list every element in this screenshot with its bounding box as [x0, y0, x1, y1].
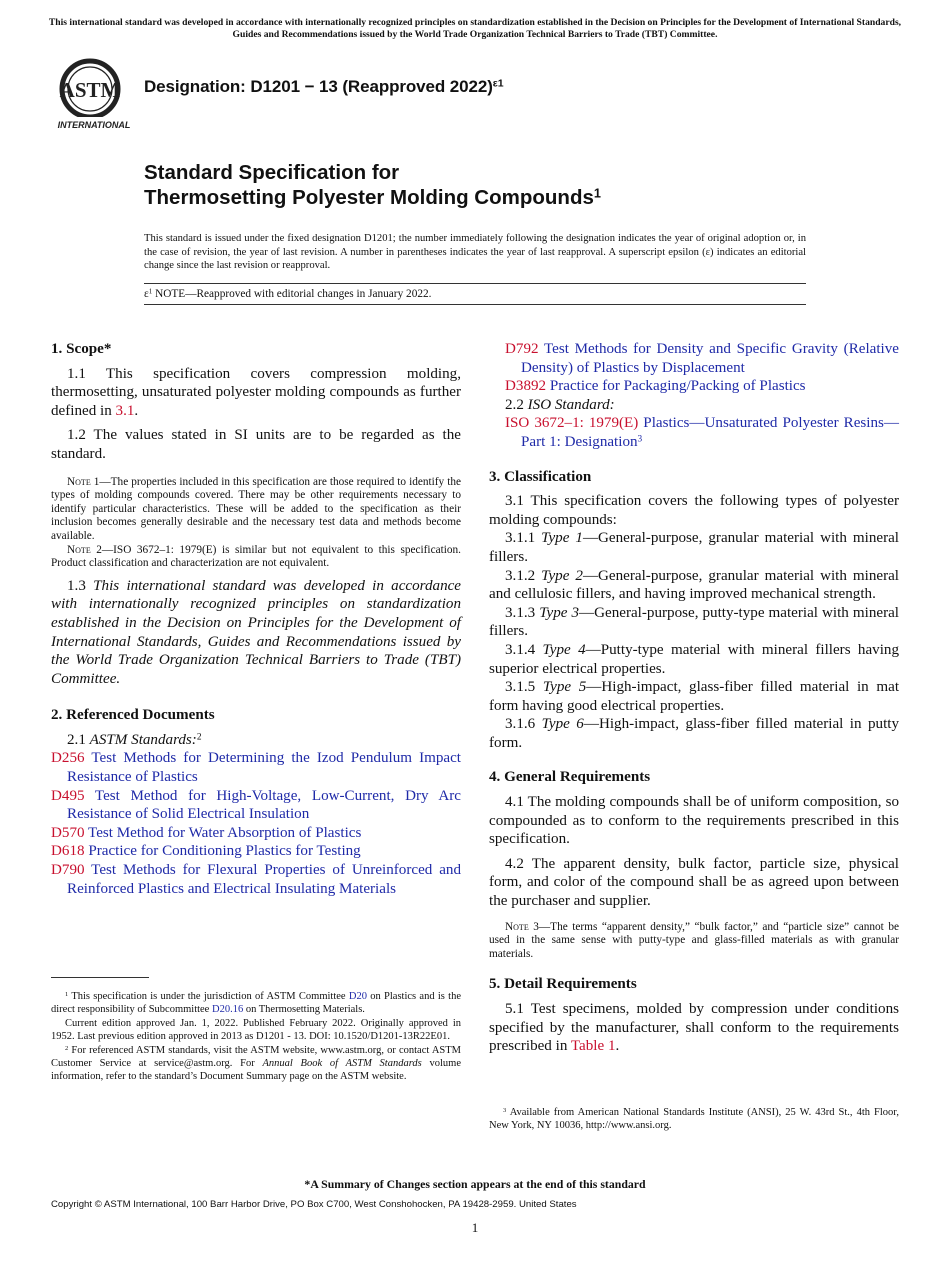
type-label: Type 3: [539, 604, 580, 621]
link-d20[interactable]: D20: [348, 991, 367, 1002]
classification-3-1: 3.1 This specification covers the following types of polyester molding compounds:: [489, 493, 899, 528]
astm-label-num: 2.1: [67, 731, 90, 748]
fn2-italic: Annual Book of ASTM Standards: [262, 1058, 422, 1070]
general-4-2: 4.2 The apparent density, bulk factor, particle size, physical form, and color of the compound shall be as agreed upon between the purchaser and supplier.: [489, 855, 899, 910]
fn-sup: 1: [65, 990, 69, 998]
ref-code[interactable]: D792: [505, 341, 539, 357]
designation-text: Designation: D1201 − 13 (Reapproved 2022): [144, 77, 493, 96]
astm-label: ASTM Standards:: [89, 731, 197, 748]
ref-item-d256[interactable]: [37, 749, 461, 786]
fn1-text: This specification is under the jurisdiction of ASTM Committee: [68, 991, 349, 1002]
type-label: Type 6: [541, 716, 584, 733]
punct: .: [615, 1038, 620, 1055]
footnotes-right: [489, 1106, 899, 1133]
ref-code[interactable]: D3892: [505, 378, 547, 395]
ref-title[interactable]: Practice for Conditioning Plastics for Testing: [84, 843, 361, 860]
ref-title[interactable]: Test Method for High-Voltage, Low-Current, Dry Arc Resistance of Solid Electrical Insulation: [67, 787, 461, 823]
ref-item-d790[interactable]: [37, 861, 461, 898]
type-num: 3.1.3: [505, 604, 540, 621]
type-text: —Putty-type material with mineral fillers having superior electrical properties.: [489, 641, 899, 677]
detail-5-1: [489, 1000, 899, 1056]
note-1-text: 1—The properties included in this specification are those required to identify the types of molding compounds covered. There may be other requirements necessary to identify particular characteristics. These will be added to the specification as their inclusion becomes generally desirable and the necessary test data and methods become available.: [51, 475, 461, 542]
link-d20-16[interactable]: D20.16: [211, 1004, 244, 1016]
note-1: [51, 476, 461, 544]
general-4-1: 4.1 The molding compounds shall be of uniform composition, so compounded as to conform to the requirements prescribed in this specification.: [489, 794, 899, 848]
iso-label-num: 2.2: [505, 396, 528, 413]
detail-heading: 5. Detail Requirements: [489, 976, 637, 993]
astm-sup: 2: [196, 732, 202, 743]
type-text: —General-purpose, putty-type material with mineral fillers.: [489, 604, 899, 640]
link-section-3-1[interactable]: 3.1: [115, 402, 135, 419]
referenced-heading: 2. Referenced Documents: [51, 707, 215, 724]
type-label: Type 5: [542, 679, 587, 696]
footnote-1: [51, 990, 461, 1017]
ref-title[interactable]: Test Methods for Density and Specific Gravity (Relative Density) of Plastics by Displacement: [521, 341, 899, 376]
punct: .: [134, 402, 139, 419]
divider: [144, 304, 806, 305]
note-2: [51, 544, 461, 571]
type-5: [489, 678, 899, 715]
right-column: [489, 340, 899, 1056]
type-label: Type 1: [541, 530, 583, 547]
logo-text: ASTM: [59, 78, 121, 102]
type-4: [489, 641, 899, 678]
issue-note: This standard is issued under the fixed designation D1201; the number immediately following the designation indicates the year of original adoption or, in the case of revision, the year of last revision. A number in parentheses indicates the year of last reapproval. A superscript epsilon (ε) indicates an editorial change since the last revision or reapproval.: [144, 233, 806, 272]
general-heading: 4. General Requirements: [489, 769, 651, 786]
type-num: 3.1.6: [505, 716, 542, 733]
fn2-text: For referenced ASTM standards, visit the ASTM website, www.astm.org, or contact ASTM Customer Service at service@astm.org. For: [51, 1044, 461, 1070]
type-num: 3.1.5: [505, 679, 543, 696]
document-title: [144, 160, 601, 210]
ref-title[interactable]: Plastics—Unsaturated Polyester Resins—Part 1: Designation: [521, 415, 900, 450]
footnote-divider: [51, 977, 149, 978]
type-3: [489, 604, 899, 641]
scope-1-2: 1.2 The values stated in SI units are to be regarded as the standard.: [51, 427, 461, 462]
header-notice: This international standard was developed in accordance with internationally recognized principles on standardization established in the Decision on Principles for the Development of International Standards, Guides and Recommendations issued by the World Trade Organization Technical Barriers to Trade (TBT) Committee.: [48, 17, 902, 40]
ref-item-d792[interactable]: [489, 340, 899, 377]
footnote-3: [489, 1106, 899, 1133]
scope-1-3-text: This international standard was developed in accordance with internationally recognized principles on standardization established in the Decision on Principles for the Development of International Standards, Guides and Recommendations issued by the World Trade Organization Technical Barriers to Trade (TBT) Committee.: [51, 577, 462, 687]
ref-item-d570[interactable]: [37, 824, 461, 843]
scope-1-1-text: 1.1 This specification covers compression molding, thermosetting, unsaturated polyester molding compounds as further defined in: [51, 365, 461, 419]
logo-subtext: INTERNATIONAL: [57, 120, 131, 130]
ref-code[interactable]: D570: [51, 824, 85, 841]
title-line-2: Thermosetting Polyester Molding Compounds: [144, 186, 594, 209]
type-text: —High-impact, glass-fiber filled material in putty form.: [489, 716, 900, 751]
ref-item-d3892[interactable]: [489, 377, 899, 396]
type-1: [489, 529, 899, 566]
left-column: [51, 340, 461, 898]
fn1-text: on Plastics and is the direct responsibility of Subcommittee: [51, 991, 461, 1016]
ref-item-d495[interactable]: [37, 787, 461, 824]
ref-code[interactable]: ISO 3672–1: 1979(E): [505, 415, 639, 432]
fn-sup: 2: [65, 1044, 69, 1052]
note-label: Note: [67, 475, 91, 488]
ref-code[interactable]: D790: [51, 862, 85, 879]
scope-1-1: [51, 365, 461, 421]
copyright: Copyright © ASTM International, 100 Barr Harbor Drive, PO Box C700, West Conshohocken, PA 19428-2959. United States: [51, 1199, 577, 1210]
type-label: Type 2: [541, 567, 583, 584]
type-num: 3.1.2: [505, 567, 542, 584]
type-num: 3.1.1: [505, 530, 542, 547]
epsilon-sup: 1: [148, 287, 153, 296]
footnotes-left: [51, 990, 461, 1084]
ref-title[interactable]: Practice for Packaging/Packing of Plastics: [546, 378, 806, 395]
scope-heading: 1. Scope*: [51, 341, 112, 357]
divider: [144, 283, 806, 284]
epsilon-note: [144, 287, 431, 301]
designation-epsilon: ε1: [492, 77, 504, 90]
ref-item-d618[interactable]: [37, 842, 461, 861]
note-3: [489, 921, 899, 962]
ref-title[interactable]: Test Method for Water Absorption of Plastics: [84, 824, 362, 841]
ref-title[interactable]: Test Methods for Determining the Izod Pendulum Impact Resistance of Plastics: [67, 750, 461, 786]
scope-1-3: [51, 577, 461, 689]
detail-5-1-text: 5.1 Test specimens, molded by compression under conditions specified by the manufacturer, shall conform to the requirements prescribed in: [489, 1001, 899, 1055]
ref-sup: 3: [637, 434, 643, 445]
fn2-text: volume information, refer to the standard’s Document Summary page on the ASTM website.: [51, 1058, 461, 1083]
type-text: —General-purpose, granular material with mineral and cellulosic fillers, and having improved mechanical strength.: [489, 567, 899, 603]
designation: [144, 77, 503, 97]
type-text: —General-purpose, granular material with mineral fillers.: [489, 530, 899, 565]
epsilon-text: NOTE—Reapproved with editorial changes in January 2022.: [152, 288, 432, 300]
footnote-1-edition: Current edition approved Jan. 1, 2022. Published February 2022. Originally approved in 1952. Last previous edition approved in 2013 as D1201 - 13. DOI: 10.1520/D1201-13R22E01.: [51, 1017, 461, 1043]
type-num: 3.1.4: [505, 641, 543, 658]
fn-sup: 3: [503, 1106, 507, 1114]
ref-code[interactable]: D618: [51, 843, 85, 860]
scope-1-3-num: 1.3: [67, 577, 94, 594]
fn1-text: on Thermosetting Materials.: [243, 1004, 365, 1016]
link-table-1[interactable]: Table 1: [570, 1038, 616, 1055]
ref-title[interactable]: Test Methods for Flexural Properties of Unreinforced and Reinforced Plastics and Electrical Insulating Materials: [67, 862, 461, 897]
note-label: Note: [67, 543, 91, 556]
footnote-2: [51, 1044, 461, 1084]
epsilon-symbol: ε: [144, 288, 149, 300]
type-2: [489, 567, 899, 604]
note-label: Note: [505, 920, 529, 933]
iso-standard-label: [489, 396, 899, 415]
ref-code[interactable]: D495: [51, 787, 85, 804]
ref-item-iso-3672[interactable]: [489, 414, 899, 451]
note-3-text: 3—The terms “apparent density,” “bulk factor,” and “particle size” cannot be used in the same sense with putty-type and glass-filled materials as with granular materials.: [489, 920, 899, 960]
title-footnote-ref: 1: [593, 185, 601, 201]
title-line-1: Standard Specification for: [144, 161, 400, 184]
type-label: Type 4: [542, 641, 586, 658]
note-2-text: 2—ISO 3672–1: 1979(E) is similar but not equivalent to this specification. Product classification and characterization are not equivalent.: [51, 543, 461, 570]
classification-heading: 3. Classification: [489, 468, 592, 485]
page-number: 1: [471, 1220, 479, 1235]
astm-logo-icon: [52, 55, 136, 133]
type-text: —High-impact, glass-fiber filled material in mat form having good electrical properties.: [489, 679, 900, 714]
ref-code[interactable]: D256: [51, 750, 85, 767]
iso-label: ISO Standard:: [527, 396, 615, 413]
fn3-text: Available from American National Standards Institute (ANSI), 25 W. 43rd St., 4th Floor, New York, NY 10036, http://www.ansi.org.: [489, 1107, 899, 1132]
type-6: [489, 715, 899, 752]
summary-of-changes-note: *A Summary of Changes section appears at the end of this standard: [304, 1177, 646, 1191]
astm-standards-label: [51, 731, 461, 750]
astm-logo: [52, 55, 136, 133]
